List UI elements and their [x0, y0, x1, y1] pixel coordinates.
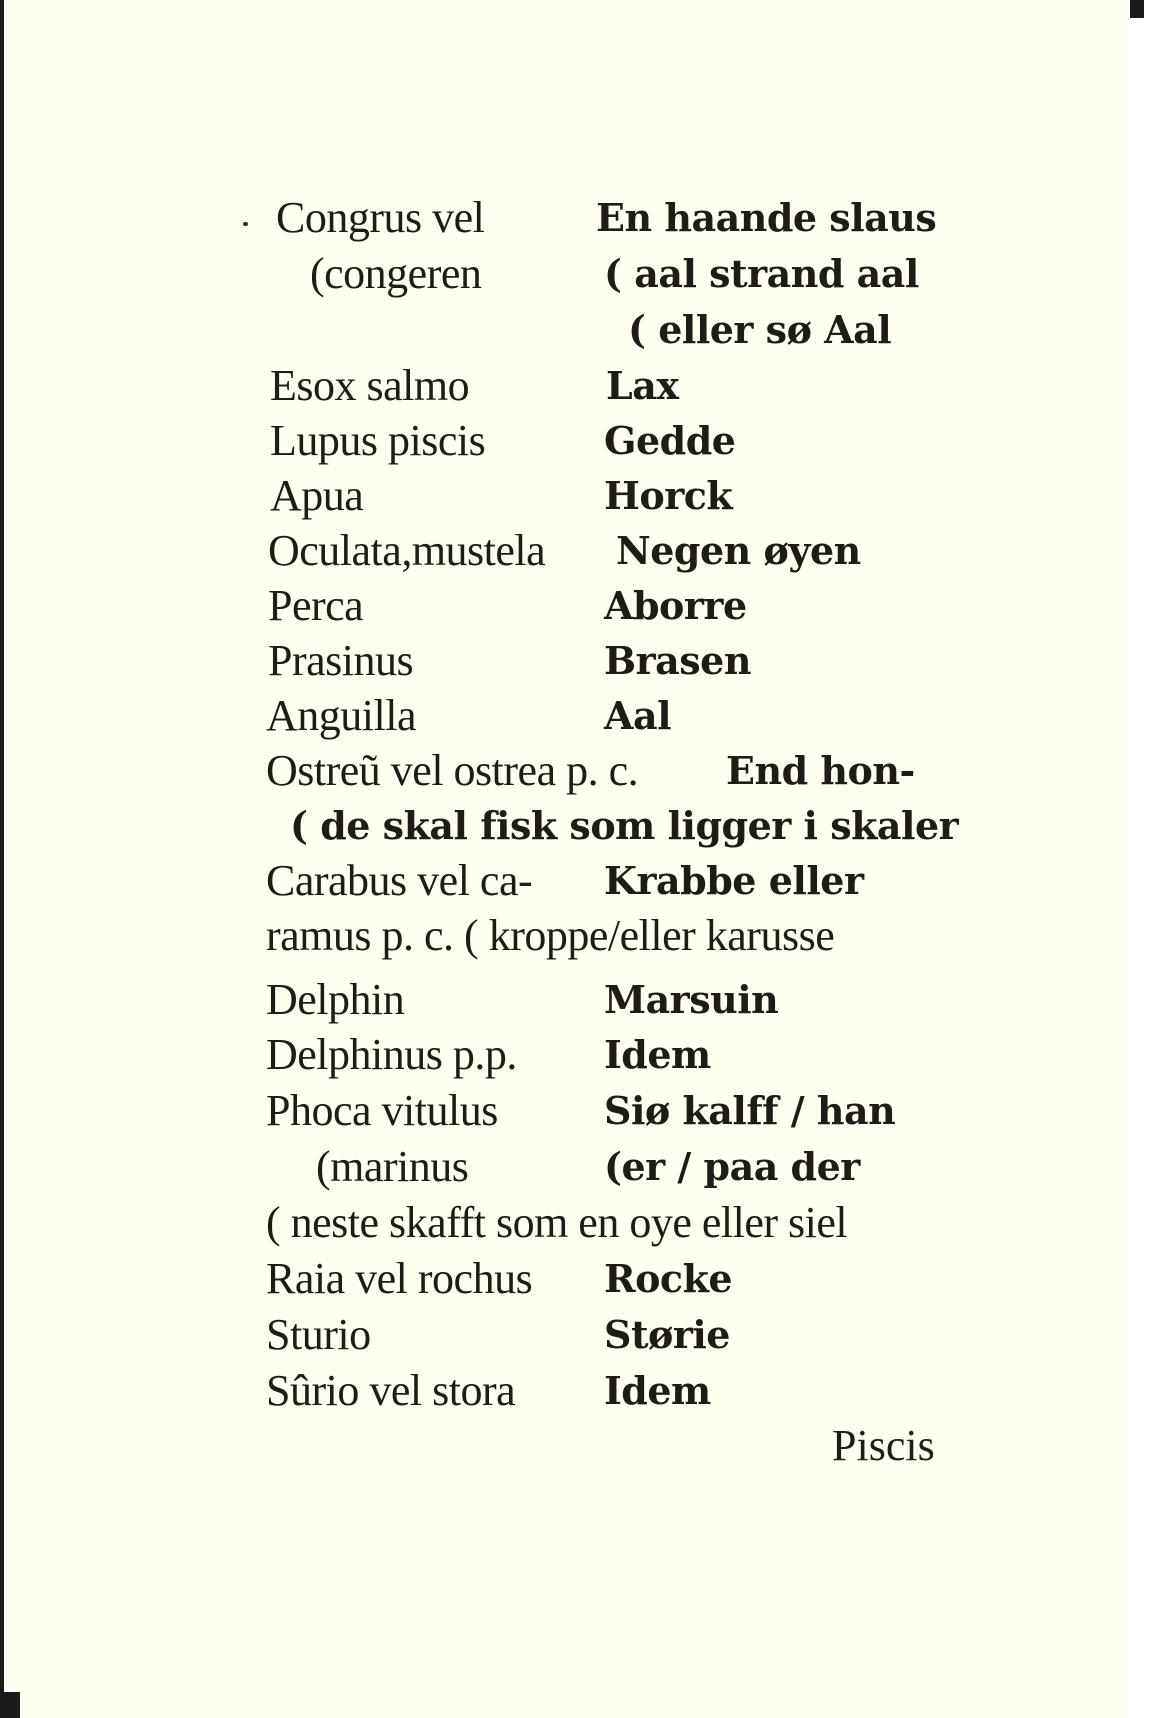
glossary-entry: [0, 413, 1128, 468]
latin-term: Delphin: [266, 975, 405, 1024]
vernacular-term: Marsuin: [604, 977, 779, 1022]
glossary-entry: [0, 1139, 1128, 1194]
glossary-entry: [0, 743, 1128, 798]
latin-term: (congeren: [310, 249, 482, 298]
scan-border-mark: [1130, 0, 1144, 18]
scan-border-mark: [0, 1692, 20, 1718]
vernacular-term: Siø kalff / han: [604, 1088, 896, 1133]
latin-term: Anguilla: [266, 691, 416, 740]
latin-term: Ostreũ vel ostrea p. c.: [266, 746, 639, 795]
glossary-entry: [0, 1027, 1128, 1082]
latin-term: Sturio: [266, 1310, 371, 1359]
glossary-entry: [0, 1195, 1128, 1250]
vernacular-term: Idem: [604, 1368, 711, 1413]
glossary-entry: [0, 1251, 1128, 1306]
vernacular-term: End hon-: [726, 748, 915, 793]
latin-term: Carabus vel ca-: [266, 856, 533, 905]
vernacular-term: Rocke: [604, 1256, 733, 1301]
vernacular-term: (er / paa der: [604, 1144, 860, 1189]
latin-term: Sûrio vel stora: [266, 1366, 516, 1415]
glossary-entry: [0, 358, 1128, 413]
vernacular-term: En haande slaus: [596, 195, 937, 240]
glossary-entry: [0, 246, 1128, 301]
glossary-entry: [0, 972, 1128, 1027]
vernacular-term: Idem: [604, 1032, 711, 1077]
glossary-entry: [0, 1083, 1128, 1138]
vernacular-term: ( aal strand aal: [604, 251, 919, 296]
vernacular-term: Størie: [604, 1312, 730, 1357]
glossary-entry: [0, 1363, 1128, 1418]
glossary-entry: [0, 578, 1128, 633]
vernacular-term: Lax: [606, 363, 679, 408]
glossary-entry: [0, 798, 1128, 853]
glossary-entry: [0, 1307, 1128, 1362]
glossary-entry: [0, 190, 1128, 245]
vernacular-term: Negen øyen: [616, 528, 861, 573]
vernacular-term: ( de skal fisk som ligger i skaler: [290, 803, 959, 848]
latin-term: Raia vel rochus: [266, 1254, 533, 1303]
latin-term: ramus p. c. ( kroppe/eller karusse: [266, 911, 835, 960]
latin-term: (marinus: [316, 1142, 469, 1191]
vernacular-term: Aal: [604, 693, 672, 738]
glossary-entry: [0, 908, 1128, 963]
latin-term: Apua: [270, 471, 364, 520]
glossary-entry: [0, 523, 1128, 578]
catchword: Piscis: [832, 1421, 935, 1470]
latin-term: ( neste skafft som en oye eller siel: [266, 1198, 848, 1247]
latin-term: Esox salmo: [270, 361, 470, 410]
vernacular-term: Horck: [604, 473, 733, 518]
vernacular-term: Brasen: [604, 638, 751, 683]
latin-term: Oculata,mustela: [268, 526, 546, 575]
glossary-entry: [0, 853, 1128, 908]
latin-term: Lupus piscis: [270, 416, 486, 465]
latin-term: Prasinus: [268, 636, 414, 685]
latin-term: Phoca vitulus: [266, 1086, 498, 1135]
vernacular-term: ( eller sø Aal: [628, 307, 892, 352]
glossary-entry: [0, 688, 1128, 743]
latin-term: Perca: [268, 581, 364, 630]
glossary-entry: [0, 633, 1128, 688]
latin-term: Congrus vel: [276, 193, 485, 242]
glossary-entry: [0, 302, 1128, 357]
vernacular-term: Gedde: [604, 418, 736, 463]
vernacular-term: Aborre: [604, 583, 747, 628]
latin-term: Delphinus p.p.: [266, 1030, 517, 1079]
glossary-entry: [0, 468, 1128, 523]
vernacular-term: Krabbe eller: [604, 858, 864, 903]
